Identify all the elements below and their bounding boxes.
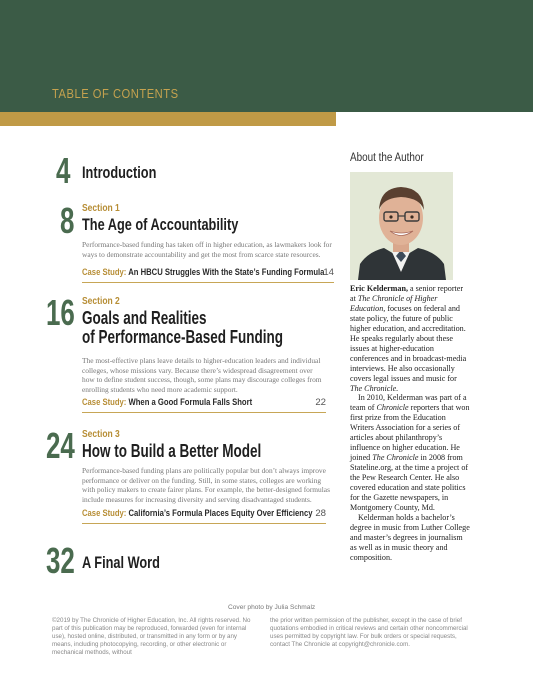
toc-page-number: 4 — [56, 150, 71, 191]
toc-title[interactable]: A Final Word — [82, 553, 160, 572]
publication-name: Chronicle — [376, 403, 409, 413]
section-label: Section 1 — [82, 203, 120, 214]
case-study-link[interactable] — [82, 267, 334, 279]
publication-name: The Chronicle — [372, 453, 419, 463]
bio-paragraph — [350, 393, 470, 512]
section-description: Performance-based funding has taken off in higher education, as lawmakers look for ways to demonstrate accountability and get the most from scarce state resources. — [82, 240, 332, 259]
divider — [82, 282, 334, 283]
copyright-notice-left: ©2019 by The Chronicle of Higher Education, Inc. All rights reserved. No part of this publication may be reproduced, forwarded (even for internal use), hosted online, distributed, or transmitted in any form or by any means, including photocopying, recording, or other electronic or mechanical methods, without — [52, 617, 251, 656]
section-description: Performance-based funding plans are politically popular but don’t always improve performance or deliver on the funding. Still, in some states, colleges are working with policy makers to create fairer plans. For example, the better-designed formulas include measures for increasing diversity and serving disadvantaged students. — [82, 466, 330, 504]
bio-text: in 2008 from Stateline.org, at the time a project of the Pew Research Center. He also covered education and state politics for the Gazette newspapers, in Montgomery County, Md. — [350, 453, 469, 512]
toc-title[interactable]: The Age of Accountability — [82, 215, 239, 234]
author-name: Eric Kelderman, — [350, 284, 408, 293]
publication-name: The Chronicle of Higher Education, — [350, 293, 438, 313]
gold-accent-bar — [0, 112, 336, 126]
toc-title[interactable]: Introduction — [82, 163, 157, 182]
case-study-prefix: Case Study: — [82, 267, 127, 278]
bio-text: a senior reporter at — [350, 284, 464, 303]
case-study-page: 28 — [315, 508, 326, 519]
bio-text: reporters that won first prize from the Education Writers Association for a series of articles about philanthropy’s influence on higher education. He joined — [350, 403, 470, 463]
toc-title[interactable]: How to Build a Better Model — [82, 441, 262, 461]
case-study-page: 14 — [323, 267, 334, 278]
section-description: The most-effective plans leave details to higher-education leaders and individual colleges, whose missions vary. Because there’s widespread disagreement over how to define student success, though, some plans may discourage colleges from enrolling students who need more academic support. — [82, 356, 322, 394]
cover-photo-credit: Cover photo by Julia Schmalz — [228, 604, 316, 611]
author-bio — [350, 284, 470, 563]
toc-page-number: 16 — [46, 292, 75, 333]
toc-page-number: 32 — [46, 540, 75, 581]
bio-text: In 2010, Kelderman was part of a team of — [350, 393, 467, 413]
case-study-title: California’s Formula Places Equity Over Efficiency — [128, 508, 313, 519]
section-label: Section 2 — [82, 296, 120, 307]
bio-paragraph: Kelderman holds a bachelor’s degree in music from Luther College and master’s degrees in journalism as well as in music theory and composition. — [350, 512, 470, 562]
case-study-prefix: Case Study: — [82, 508, 127, 519]
bio-text: focuses on federal and state policy, the future of public higher education, and accreditation. He speaks regularly about these issues at higher-education conferences and in broadcast-media interviews. He also occasionally covers legal issues and music for — [350, 303, 467, 383]
page-title: TABLE OF CONTENTS — [52, 86, 179, 101]
bio-paragraph — [350, 284, 470, 393]
copyright-notice-right: the prior written permission of the publisher, except in the case of brief quotations embodied in critical reviews and certain other noncommercial uses permitted by copyright law. For bulk orders or special requests, contact The Chronicle at copyright@chronicle.com. — [270, 617, 468, 648]
toc-page-number: 8 — [60, 200, 75, 241]
toc-title-line-2[interactable]: of Performance-Based Funding — [82, 327, 284, 347]
case-study-title: When a Good Formula Falls Short — [128, 397, 253, 408]
case-study-link[interactable] — [82, 397, 326, 409]
author-portrait-icon — [350, 172, 453, 280]
case-study-page: 22 — [315, 397, 326, 408]
divider — [82, 412, 326, 413]
case-study-title: An HBCU Struggles With the State’s Funding Formula — [128, 267, 325, 278]
publication-name: The Chronicle. — [350, 383, 399, 393]
toc-page-number: 24 — [46, 425, 75, 466]
case-study-link[interactable] — [82, 508, 326, 520]
about-author-heading: About the Author — [350, 152, 424, 164]
section-label: Section 3 — [82, 429, 120, 440]
divider — [82, 523, 326, 524]
case-study-prefix: Case Study: — [82, 397, 127, 408]
toc-title-line-1[interactable]: Goals and Realities — [82, 308, 207, 328]
